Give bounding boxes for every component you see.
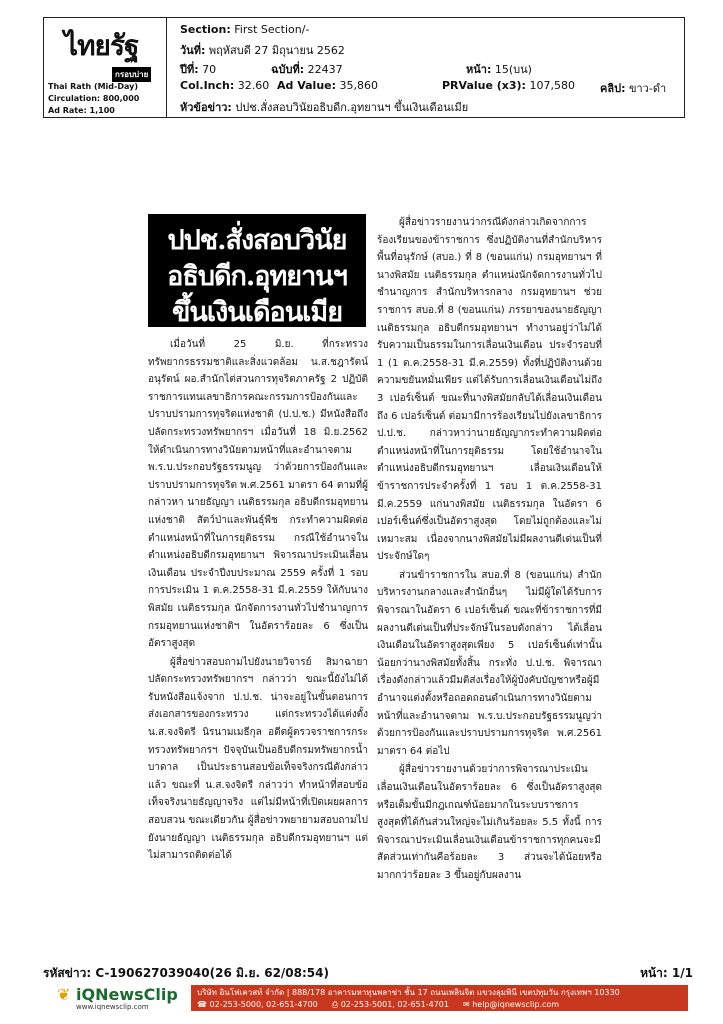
clip-header [43,17,685,118]
headline-line-1: ปปช.สั่งสอบวินัย [167,225,347,256]
issue-value: 22437 [307,63,343,76]
prvalue-row [442,79,575,92]
news-code [43,964,329,983]
colinch-value: 32.60 [237,79,270,92]
article-paragraph-1: เมื่อวันที่ 25 มิ.ย. ที่กระทรวงทรัพยากรธรรมชาติและสิ่งแวดล้อม น.ส.ชฎารัตน์ อนุรัตน์ ผอ.สำนักไต่สวนการทุจริตภาครัฐ 2 ปฏิบัติราชการแทนเลขาธิการคณะกรรมการป้องกันและปราบปรามการทุจริตแห่งชาติ (ป.ป.ช.) มีหนังสือถึงปลัดกระทรวงทรัพยากรฯ เมื่อวันที่ 18 มิ.ย.2562 ให้ดำเนินการทางวินัยตามหน้าที่และอำนาจตาม พ.ร.บ.ประกอบรัฐธรรมนูญ ว่าด้วยการป้องกันและปราบปรามการทุจริต พ.ศ.2561 มาตรา 64 ตามที่ผู้กล่าวหา นายธัญญา เนติธรรมกุล อธิบดีกรมอุทยานแห่งชาติ สัตว์ป่าและพันธุ์พืช กระทำความผิดต่อตำแหน่งหน้าที่ในการยุติธรรม กรณีใช้อำนาจในตำแหน่งอธิบดีกรมอุทยานฯ พิจารณาประเมินเลื่อนเงินเดือน ประจำปีงบประมาณ 2559 ครั้งที่ 1 รอบการประเมิน 1 ต.ค.2558-31 มี.ค.2559 ให้กับนางพิสมัย เนติธรรมกุล นักจัดการงานทั่วไปชำนาญการ กรมอุทยานแห่งชาติฯ ในอัตราร้อยละ 6 ซึ่งเป็นอัตราสูงสุด [148,339,368,650]
prvalue-label: PRValue (x3): [442,79,526,92]
newspaper-logo-box [44,18,167,117]
newspaper-meta [48,81,139,117]
topic-row [180,98,468,116]
phone-icon: ☎ [197,1000,207,1009]
fax-value: 02-253-5001, 02-651-4701 [340,1000,449,1009]
date-row [180,41,345,59]
clip-value: ขาว-ดำ [628,82,667,95]
article-headline [148,214,366,327]
headline-line-3: ขึ้นเงินเดือนเมีย [171,297,343,328]
circulation-label: Circulation: [48,94,101,103]
advalue-label: Ad Value: [277,79,337,92]
issue-row [271,60,343,78]
page-number-label: หน้า: [640,966,668,980]
edition-tag: กรอบบ่าย [112,67,151,82]
article-paragraph-4: ส่วนข้าราชการใน สบอ.ที่ 8 (ขอนแก่น) สำนักบริหารงานกลางและสำนักอื่นๆ ไม่มีผู้ใดได้รับการพิจารณาในอัตรา 6 เปอร์เซ็นต์ ขณะที่ข้าราชการที่มีผลงานดีเด่นเป็นที่ประจักษ์ในรอบดังกล่าว ได้เลื่อนเงินเดือนในอัตราสูงสุดเพียง 5 เปอร์เซ็นต์เท่านั้น น้อยกว่านางพิสมัยทั้งสิ้น กระทั่ง ป.ป.ช. พิจารณาเรื่องดังกล่าวแล้วมีมติส่งเรื่องให้ผู้บังคับบัญชาหรือผู้มีอำนาจแต่งตั้งหรือถอดถอนดำเนินการทางวินัยตามหน้าที่และอำนาจตาม พ.ร.บ.ประกอบรัฐธรรมนูญว่าด้วยการป้องกันและปราบปรามการทุจริต พ.ศ.2561 มาตรา 64 ต่อไป [377,569,602,757]
adrate-label: Ad Rate: [48,106,87,115]
page-number-value: 1/1 [671,966,693,980]
circulation-row [48,93,139,105]
circulation-value: 800,000 [102,94,140,103]
page-number [640,964,693,983]
year-label: ปีที่: [180,63,199,76]
section-row [180,23,309,36]
phone-value: 02-253-5000, 02-651-4700 [209,1000,318,1009]
edition-name: Thai Rath (Mid-Day) [48,82,139,91]
section-value: First Section/- [234,23,310,36]
colinch-label: Col.Inch: [180,79,235,92]
news-code-value: C-190627039040(26 มิ.ย. 62/08:54) [95,966,329,980]
article-paragraph-2: ผู้สื่อข่าวสอบถามไปยังนายวิจารย์ สิมาฉายา ปลัดกระทรวงทรัพยากรฯ กล่าวว่า ขณะนี้ยังไม่ได้รับหนังสือแจ้งจาก ป.ป.ช. น่าจะอยู่ในขั้นตอนการส่งเอกสารของกระทรวง แต่กระทรวงได้แต่งตั้ง น.ส.จงจิตรี นิรนามเมธีกุล อดีตผู้ตรวจราชการกระทรวงทรัพยากรฯ ปัจจุบันเป็นอธิบดีกรมทรัพยากรน้ำบาดาล เป็นประธานสอบข้อเท็จจริงกรณีดังกล่าวแล้ว ขณะที่ น.ส.จงจิตรี กล่าวว่า ทำหน้าที่สอบข้อเท็จจริงนายธัญญาจริง แต่ไม่มีหน้าที่เปิดเผยผลการสอบสวน ขณะเดียวกัน ผู้สื่อข่าวพยายามสอบถามไปยังนายธัญญา เนติธรรมกุล อธิบดีกรมอุทยานฯ แต่ไม่สามารถติดต่อได้ [148,656,368,862]
news-code-label: รหัสข่าว: [43,966,92,980]
company-contact [191,985,688,1011]
page-label: หน้า: [466,63,492,76]
company-phones-row [197,999,682,1011]
section-label: Section: [180,23,231,36]
colinch-row [180,79,269,92]
article-column-2 [377,214,602,881]
email-icon: ✉ [462,1000,470,1009]
email-value: help@iqnewsclip.com [472,1000,560,1009]
page-row [466,60,532,78]
brand-name: iQNewsClip [75,985,178,1004]
phone-entry [197,999,318,1011]
page-value: 15(บน) [494,63,532,76]
leaf-icon: ❦ [57,985,71,1004]
clip-row [600,79,666,97]
adrate-row [48,105,139,117]
advalue-row [277,79,378,92]
brand-url: www.iqnewsclip.com [76,1003,149,1011]
footer-bar [43,984,688,1012]
clip-label: คลิป: [600,82,626,95]
clip-info [180,18,684,117]
date-value: พฤหัสบดี 27 มิถุนายน 2562 [208,44,345,57]
article-paragraph-3: ผู้สื่อข่าวรายงานว่ากรณีดังกล่าวเกิดจากการร้องเรียนของข้าราชการ ซึ่งปฏิบัติงานที่สำนักบริหารพื้นที่อนุรักษ์ (สบอ.) ที่ 8 (ขอนแก่น) กรมอุทยานฯ ที่นางพิสมัย เนติธรรมกุล ตำแหน่งนักจัดการงานทั่วไปชำนาญการ สำนักบริหารกลาง กรมอุทยานฯ ช่วยราชการ สบอ.ที่ 8 (ขอนแก่น) ภรรยาของนายธัญญา เนติธรรมกุล อธิบดีกรมอุทยานฯ ทำงานอยู่ว่าไม่ได้รับความเป็นธรรมในการเลื่อนเงินเดือน ประจำรอบที่ 1 (1 ต.ค.2558-31 มี.ค.2559) ทั้งที่ปฏิบัติงานด้วยความขยันหมั่นเพียร แต่ได้รับการเลื่อนเงินเดือนไม่ถึง 3 เปอร์เซ็นต์ ขณะที่นางพิสมัยกลับได้เลื่อนเงินเดือนถึง 6 เปอร์เซ็นต์ ต่อมามีการร้องเรียนไปยังเลขาธิการ ป.ป.ช. กล่าวหาว่านายธัญญากระทำความผิดต่อตำแหน่งหน้าที่ในการยุติธรรม โดยใช้อำนาจในตำแหน่งอธิบดีกรมอุทยานฯ เลื่อนเงินเดือนให้ข้าราชการประจำครั้งที่ 1 รอบ 1 ต.ค.2558-31 มี.ค.2559 แก่นางพิสมัย เนติธรรมกุล ในอัตรา 6 เปอร์เซ็นต์ซึ่งเป็นอัตราสูงสุด โดยไม่ถูกต้องและไม่เหมาะสม เนื่องจากนางพิสมัยไม่มีผลงานดีเด่นเป็นที่ประจักษ์ใดๆ [377,217,602,563]
year-row [180,60,216,78]
issue-label: ฉบับที่: [271,63,305,76]
adrate-value: 1,100 [89,106,115,115]
advalue-value: 35,860 [339,79,379,92]
fax-icon: ⎙ [331,1000,339,1009]
date-label: วันที่: [180,44,206,57]
company-address-row [197,987,682,999]
email-entry[interactable] [463,999,559,1011]
divider: | [286,988,292,997]
article-paragraph-5: ผู้สื่อข่าวรายงานด้วยว่าการพิจารณาประเมินเลื่อนเงินเดือนในอัตราร้อยละ 6 ซึ่งเป็นอัตราสูงสุดหรือเต็มขั้นมีกฎเกณฑ์น้อยมากในระบบราชการสูงสุดที่ได้กันส่วนใหญ่จะไม่เกินร้อยละ 5.5 ทั้งนี้ การพิจารณาประเมินเลื่อนเงินเดือนข้าราชการทุกคนจะมีสัดส่วนเท่ากันคือร้อยละ 3 ส่วนจะได้น้อยหรือมากกว่าร้อยละ 3 ขึ้นอยู่กับผลงาน [377,764,602,881]
headline-line-2: อธิบดีก.อุทยานฯ [167,261,347,292]
company-address: 888/178 อาคารมหาทุนพลาซ่า ชั้น 17 ถนนเพลินจิต แขวงลุมพินี เขตปทุมวัน กรุงเทพฯ 10330 [292,988,620,997]
topic-value: ปปช.สั่งสอบวินัยอธิบดีก.อุทยานฯ ขึ้นเงินเดือนเมีย [235,101,469,114]
prvalue-value: 107,580 [529,79,575,92]
year-value: 70 [202,63,217,76]
fax-entry [332,999,449,1011]
iqnewsclip-logo [57,985,178,1004]
article-column-1 [148,336,368,876]
topic-label: หัวข้อข่าว: [180,101,232,114]
company-name: บริษัท อินโฟเควสท์ จำกัด [197,988,285,997]
newspaper-logo: ไทยรัฐ [64,29,139,62]
